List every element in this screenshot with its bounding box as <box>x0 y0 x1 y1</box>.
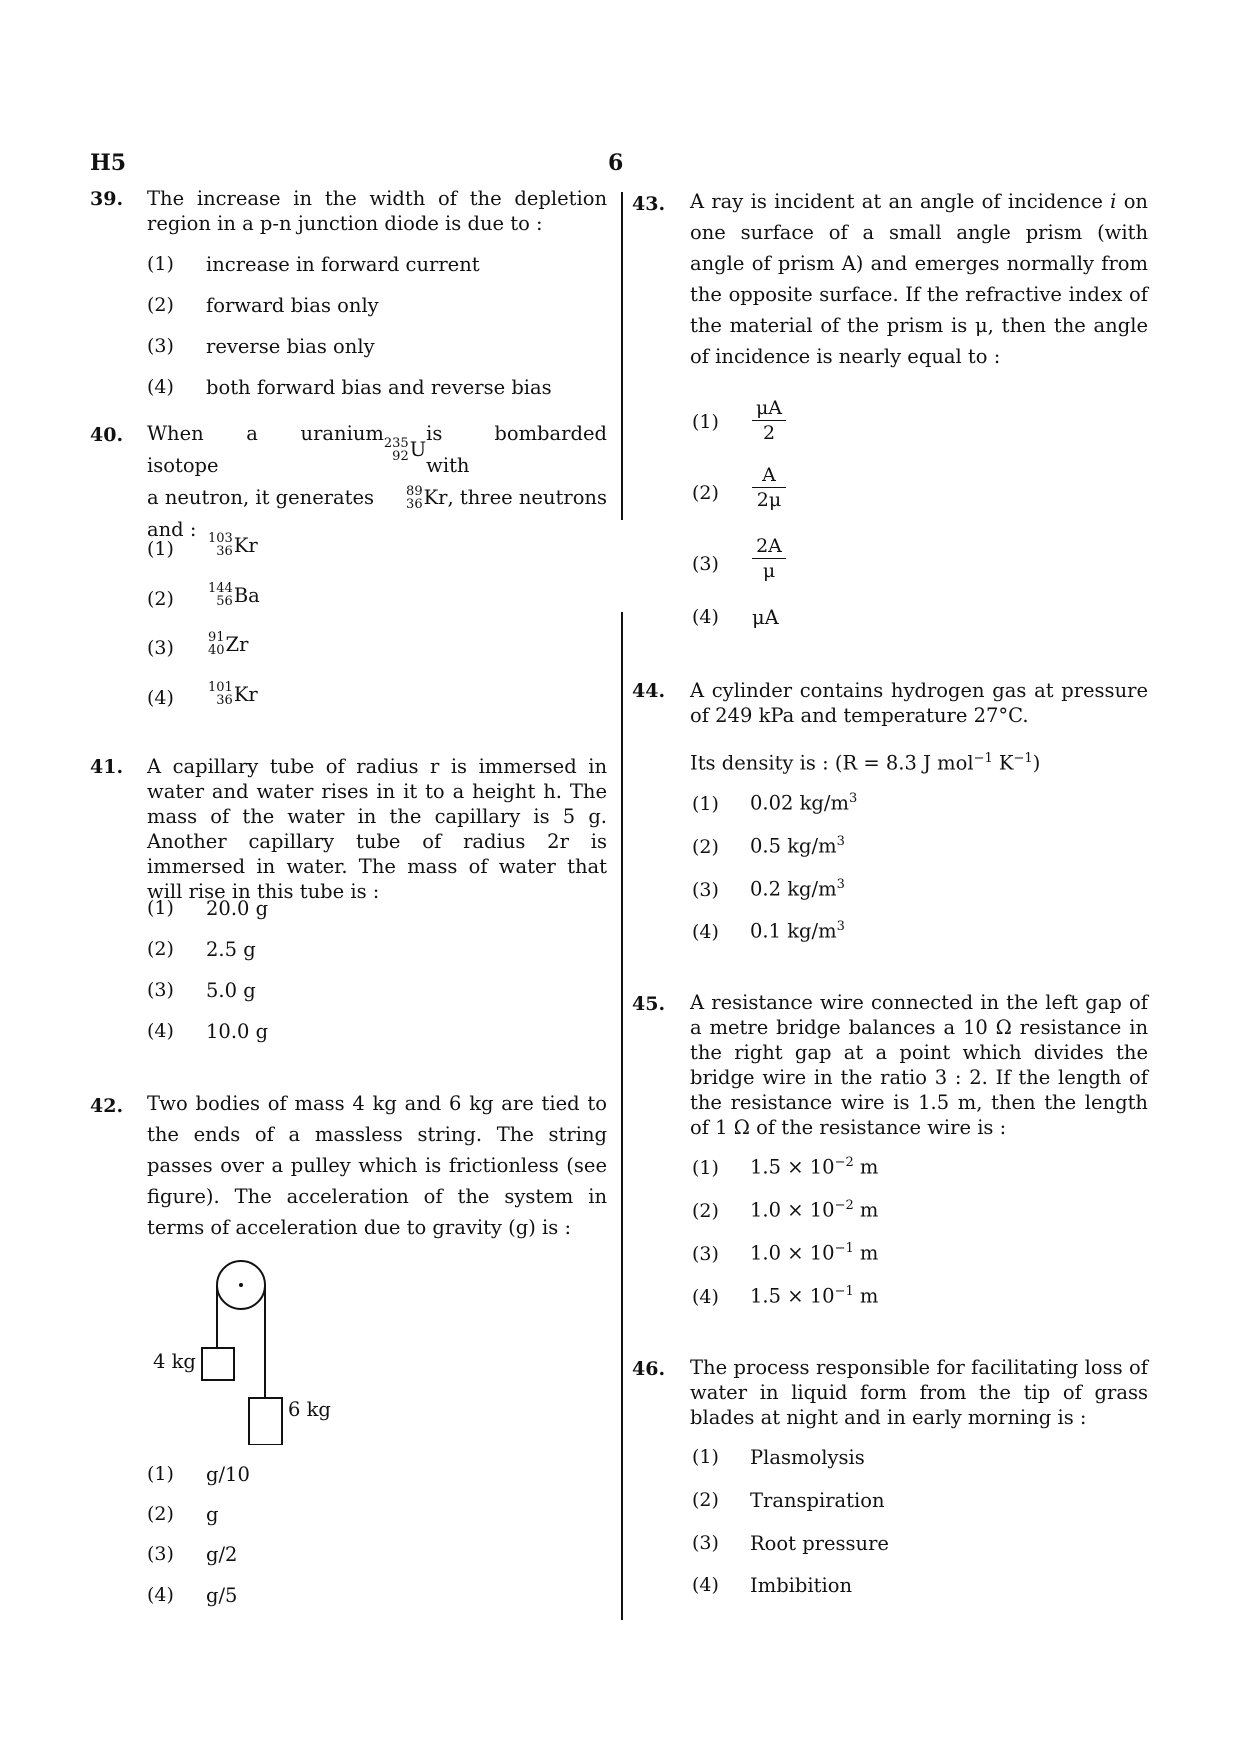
option-text: 20.0 g <box>206 897 269 920</box>
option-number: (4) <box>692 606 719 628</box>
exponent: −1 <box>834 1284 854 1299</box>
option-mantissa: 1.5 × 10 <box>750 1155 835 1179</box>
question-number: 39. <box>90 188 124 210</box>
option-number: (2) <box>147 938 174 960</box>
option-mantissa: 1.0 × 10 <box>750 1241 835 1265</box>
option-number: (3) <box>147 335 174 357</box>
fraction-numerator: 2A <box>756 535 782 557</box>
mass-number: 89 <box>406 484 423 499</box>
question-text-fragment: , three neutrons <box>447 486 607 509</box>
option-text: g <box>206 1503 219 1526</box>
option-unit: m <box>853 1155 879 1179</box>
option-text <box>750 1155 878 1179</box>
option-number: (3) <box>692 553 719 575</box>
right-mass-block <box>249 1398 282 1445</box>
option-text: increase in forward current <box>206 253 480 276</box>
option-fraction <box>752 534 786 583</box>
nuclide-krypton <box>406 482 447 514</box>
option-value: 0.02 <box>750 791 794 815</box>
option-fraction <box>752 463 786 512</box>
option-text: 10.0 g <box>206 1020 269 1043</box>
option-text <box>750 1198 878 1222</box>
pulley-axle <box>239 1283 243 1287</box>
option-number: (3) <box>692 1243 719 1265</box>
option-text <box>750 834 845 858</box>
option-number: (3) <box>147 1543 174 1565</box>
option-number: (1) <box>147 538 174 560</box>
question-number: 40. <box>90 424 124 446</box>
left-mass-block <box>202 1348 234 1380</box>
option-nuclide <box>208 582 260 608</box>
atomic-number: 36 <box>216 544 233 559</box>
nuclide-uranium <box>384 434 426 466</box>
option-unit: m <box>853 1241 879 1265</box>
option-text: reverse bias only <box>206 335 375 358</box>
option-text <box>750 919 845 943</box>
option-text: Transpiration <box>750 1489 885 1512</box>
element-symbol: Ba <box>233 583 260 607</box>
option-number: (1) <box>147 897 174 919</box>
option-number: (4) <box>147 376 174 398</box>
option-number: (1) <box>692 411 719 433</box>
option-unit: m <box>853 1198 879 1222</box>
fraction-numerator: A <box>762 464 776 486</box>
question-text-fragment: is bombarded with <box>426 422 607 477</box>
exponent: 3 <box>848 791 858 806</box>
mass-number: 103 <box>208 531 233 546</box>
density-prompt <box>690 746 1148 776</box>
option-unit: kg/m <box>793 791 849 815</box>
question-text: The process responsible for facilitating loss of water in liquid form from the tip of grass blades at night and in early morning is : <box>690 1356 1148 1429</box>
option-number: (3) <box>692 879 719 901</box>
question-text-fragment: ) <box>1032 751 1041 775</box>
fraction-denominator: 2 <box>762 422 776 444</box>
option-text: μA <box>752 606 779 629</box>
option-nuclide <box>208 631 248 657</box>
option-number: (2) <box>692 1200 719 1222</box>
question-text-fragment: a neutron, it generates <box>147 486 375 509</box>
option-number: (4) <box>147 1584 174 1606</box>
atomic-number: 36 <box>216 693 233 708</box>
option-number: (4) <box>692 1286 719 1308</box>
question-text-fragment: Its density is : (R = 8.3 J mol <box>690 751 974 775</box>
question-text: A capillary tube of radius r is immersed in water and water rises in it to a height h. The mass of the water in the capillary is 5 g. Another capillary tube of radius 2r is immersed in water. The mass of water that will rise in this tube is : <box>147 755 607 903</box>
atomic-number: 92 <box>392 449 409 464</box>
option-value: 0.1 <box>750 919 782 943</box>
column-divider-bottom <box>621 612 623 1620</box>
option-number: (1) <box>692 1446 719 1468</box>
fraction-numerator: μA <box>755 397 783 419</box>
exponent: −1 <box>834 1241 854 1256</box>
option-text: Root pressure <box>750 1532 889 1555</box>
option-text: 2.5 g <box>206 938 256 961</box>
option-text <box>750 877 845 901</box>
option-unit: kg/m <box>781 919 837 943</box>
option-fraction <box>752 396 786 445</box>
option-number: (2) <box>147 294 174 316</box>
question-number: 45. <box>632 993 666 1015</box>
exponent: −2 <box>834 1155 854 1170</box>
question-text <box>147 418 607 546</box>
option-text: g/2 <box>206 1543 238 1566</box>
paper-code: H5 <box>90 150 127 176</box>
option-text <box>750 1241 878 1265</box>
option-unit: kg/m <box>781 877 837 901</box>
option-number: (2) <box>147 588 174 610</box>
question-text-fragment: and : <box>147 518 197 541</box>
option-mantissa: 1.0 × 10 <box>750 1198 835 1222</box>
mass-number: 235 <box>383 436 409 451</box>
option-text <box>750 791 857 815</box>
question-text: Two bodies of mass 4 kg and 6 kg are tied to the ends of a massless string. The string passes over a pulley which is frictionless (see figure). The acceleration of the system in terms of acceleration due to gravity (g) is : <box>147 1092 607 1239</box>
option-number: (1) <box>147 253 174 275</box>
option-text <box>750 1284 878 1308</box>
option-number: (3) <box>692 1532 719 1554</box>
exponent: 3 <box>836 834 845 849</box>
exponent: −2 <box>834 1198 854 1213</box>
option-number: (1) <box>692 1157 719 1179</box>
element-symbol: Zr <box>225 632 249 656</box>
option-number: (3) <box>147 637 174 659</box>
exponent: 3 <box>836 919 845 934</box>
right-mass-label: 6 kg <box>288 1398 331 1421</box>
left-mass-label: 4 kg <box>153 1350 196 1373</box>
option-number: (2) <box>692 1489 719 1511</box>
option-number: (1) <box>692 793 719 815</box>
option-unit: kg/m <box>781 834 837 858</box>
option-nuclide <box>208 681 258 707</box>
page-number: 6 <box>608 150 624 176</box>
option-unit: m <box>853 1284 879 1308</box>
option-value: 0.2 <box>750 877 782 901</box>
element-symbol: Kr <box>423 486 448 509</box>
option-number: (4) <box>147 687 174 709</box>
question-number: 44. <box>632 680 666 702</box>
question-text: A cylinder contains hydrogen gas at pressure of 249 kPa and temperature 27°C. <box>690 679 1148 727</box>
question-text: The increase in the width of the depletion region in a p-n junction diode is due to : <box>147 187 607 235</box>
question-text-fragment: i <box>1110 190 1117 213</box>
option-text: g/10 <box>206 1463 250 1486</box>
question-text-fragment: on one surface of a small angle prism (with angle of prism A) and emerges normally from the opposite surface. If the refractive index of the material of the prism is μ, then the angle of incidence is nearly equal to : <box>690 190 1148 368</box>
mass-number: 91 <box>208 630 225 645</box>
exponent: −1 <box>973 751 993 766</box>
exponent: 3 <box>836 877 845 892</box>
mass-number: 144 <box>208 581 233 596</box>
option-value: 0.5 <box>750 834 782 858</box>
exponent: −1 <box>1013 751 1033 766</box>
element-symbol: Kr <box>233 533 258 557</box>
element-symbol: Kr <box>233 682 258 706</box>
option-text: both forward bias and reverse bias <box>206 376 552 399</box>
option-number: (2) <box>692 836 719 858</box>
question-text-fragment: A ray is incident at an angle of incidence <box>690 190 1111 213</box>
mass-number: 101 <box>208 680 233 695</box>
fraction-denominator: 2μ <box>756 489 782 511</box>
element-symbol: U <box>409 438 427 461</box>
option-number: (1) <box>147 1463 174 1485</box>
question-text-fragment: When a uranium isotope <box>147 422 384 477</box>
question-number: 42. <box>90 1095 124 1117</box>
option-number: (4) <box>692 921 719 943</box>
option-text: 5.0 g <box>206 979 256 1002</box>
option-number: (3) <box>147 979 174 1001</box>
option-text: Imbibition <box>750 1574 853 1597</box>
fraction-denominator: μ <box>762 560 776 582</box>
option-text: forward bias only <box>206 294 379 317</box>
option-number: (4) <box>692 1574 719 1596</box>
question-number: 41. <box>90 756 124 778</box>
question-text: A resistance wire connected in the left gap of a metre bridge balances a 10 Ω resistance in the right gap at a point which divides the bridge wire in the ratio 3 : 2. If the length of the resistance wire is 1.5 m, then the length of 1 Ω of the resistance wire is : <box>690 991 1148 1139</box>
option-number: (4) <box>147 1020 174 1042</box>
atomic-number: 36 <box>406 497 423 512</box>
atomic-number: 56 <box>216 594 233 609</box>
option-nuclide <box>208 532 258 558</box>
question-number: 43. <box>632 193 666 215</box>
option-mantissa: 1.5 × 10 <box>750 1284 835 1308</box>
option-text: Plasmolysis <box>750 1446 865 1469</box>
question-number: 46. <box>632 1358 666 1380</box>
option-number: (2) <box>147 1503 174 1525</box>
option-number: (2) <box>692 482 719 504</box>
question-text <box>690 186 1148 372</box>
column-divider-top <box>621 192 623 520</box>
atomic-number: 40 <box>208 643 225 658</box>
option-text: g/5 <box>206 1584 238 1607</box>
question-text-fragment: K <box>992 751 1014 775</box>
